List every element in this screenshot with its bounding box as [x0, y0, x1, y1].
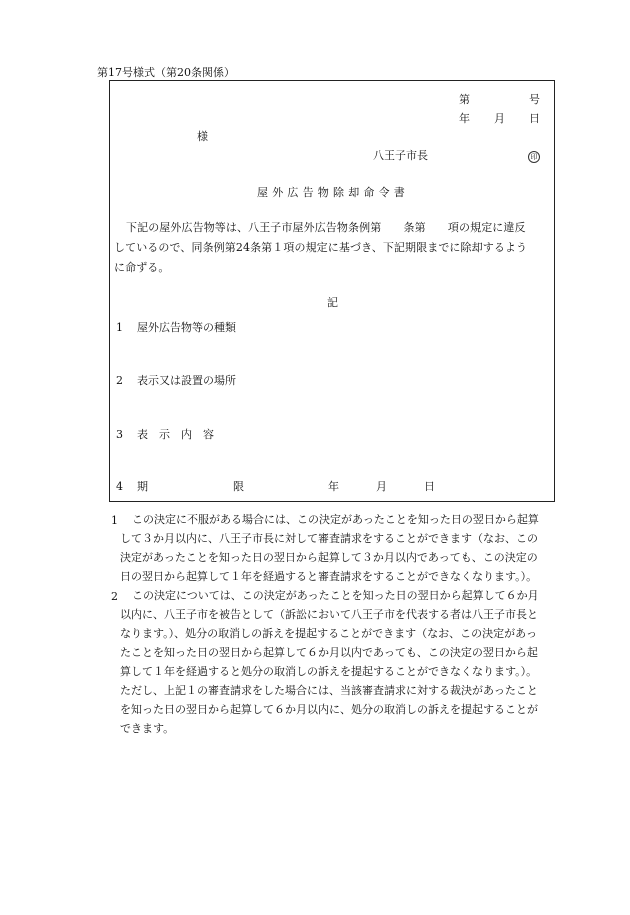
- deadline-year: 年: [328, 480, 339, 493]
- note-2-line-5: 算して１年を経過すると処分の取消しの訴えを提起することができなくなります。）。: [120, 665, 538, 678]
- deadline-day: 日: [424, 480, 435, 493]
- body-line-3: に命ずる。: [114, 261, 170, 274]
- date-day: 日: [529, 112, 540, 125]
- note-2-line-3: なります。）、処分の取消しの訴えを提起することができます（なお、この決定があっ: [120, 627, 538, 640]
- item-3-number: 3: [116, 428, 123, 441]
- date-month: 月: [494, 112, 505, 125]
- note-2-line-2: 以内に、八王子市を被告として（訴訟において八王子市を代表する者は八王子市長と: [120, 608, 538, 621]
- note-1-line-1: この決定に不服がある場合には、この決定があったことを知った日の翌日から起算: [132, 513, 539, 526]
- body-line-2: しているので、同条例第24条第１項の規定に基づき、下記期限までに除却するよう: [114, 241, 528, 254]
- ki-heading: 記: [327, 296, 338, 309]
- seal-icon: 印: [528, 151, 540, 163]
- note-1-line-4: 日の翌日から起算して１年を経過すると審査請求をすることができなくなります。）。: [120, 570, 538, 583]
- note-2-line-8: できます。: [120, 722, 175, 735]
- deadline-label-ki: 期: [137, 480, 148, 493]
- item-1-number: 1: [116, 321, 123, 334]
- item-2-label: 表示又は設置の場所: [137, 374, 236, 387]
- note-2-line-4: たことを知った日の翌日から起算して６か月以内であっても、この決定の翌日から起: [120, 646, 538, 659]
- item-3-label: 表 示 内 容: [137, 428, 214, 441]
- note-2-number: 2: [111, 590, 118, 603]
- note-1-line-2: して３か月以内に、八王子市長に対して審査請求をすることができます（なお、この: [120, 532, 538, 545]
- deadline-label-gen: 限: [233, 480, 244, 493]
- addressee-honorific: 様: [197, 130, 208, 143]
- form-number-label: 第17号様式（第20条関係）: [97, 66, 235, 79]
- deadline-month: 月: [376, 480, 387, 493]
- item-2-number: 2: [116, 374, 123, 387]
- note-2-line-7: を知った日の翌日から起算して６か月以内に、処分の取消しの訴えを提起することが: [120, 703, 538, 716]
- note-1-line-3: 決定があったことを知った日の翌日から起算して３か月以内であっても、この決定の: [120, 551, 538, 564]
- doc-number-prefix: 第: [459, 93, 470, 106]
- note-2-line-6: ただし、上記１の審査請求をした場合には、当該審査請求に対する裁決があったこと: [120, 684, 538, 697]
- issuer-name: 八王子市長: [373, 149, 428, 162]
- note-2-line-1: この決定については、この決定があったことを知った日の翌日から起算して６か月: [132, 589, 539, 602]
- date-year: 年: [459, 112, 470, 125]
- body-line-1: 下記の屋外広告物等は、八王子市屋外広告物条例第 条第 項の規定に違反: [126, 221, 526, 234]
- note-1-number: 1: [111, 514, 118, 527]
- item-1-label: 屋外広告物等の種類: [137, 321, 236, 334]
- doc-number-suffix: 号: [529, 93, 540, 106]
- seal-mark: [528, 149, 540, 163]
- item-4-number: 4: [116, 480, 123, 493]
- document-title: 屋外広告物除却命令書: [257, 186, 409, 199]
